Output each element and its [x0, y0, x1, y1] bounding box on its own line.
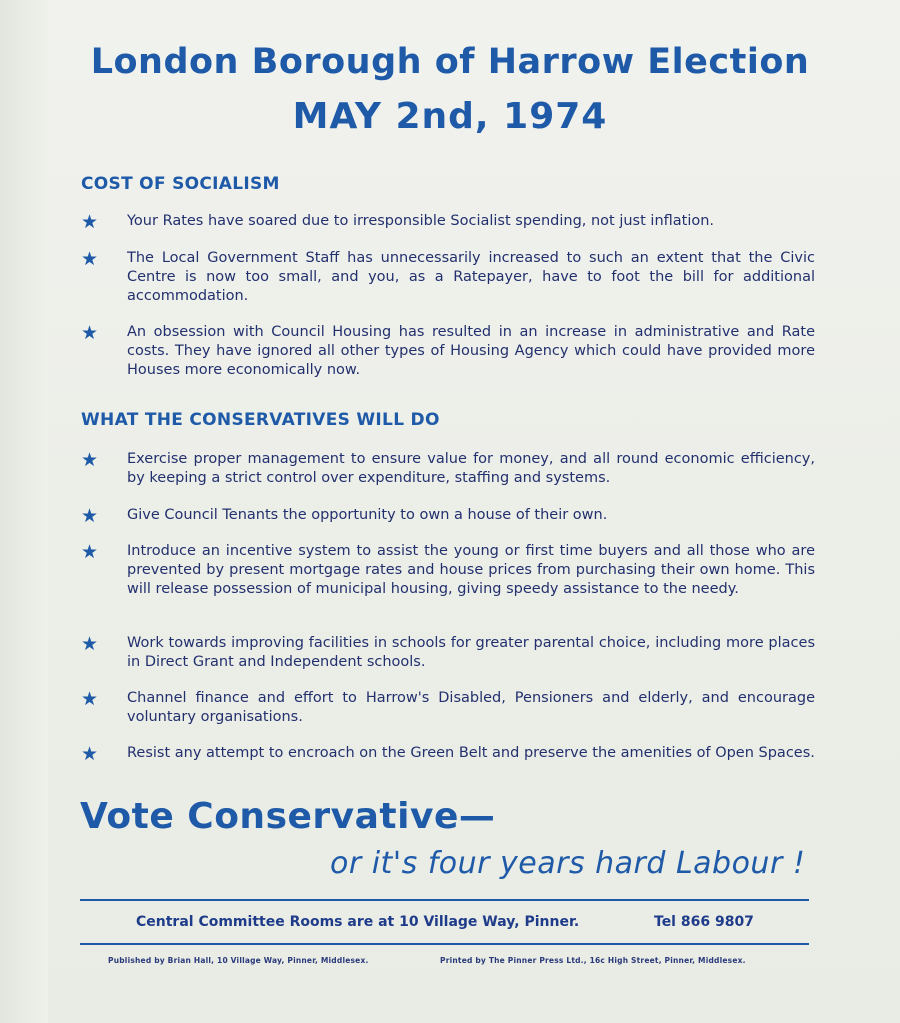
- list-item-text: The Local Government Staff has unnecessarily increased to such an extent that the Civic Centre is now too small, and you, as a Ratepayer, have to foot the bill for additional accommodation.: [127, 250, 815, 304]
- list-item-text: Give Council Tenants the opportunity to own a house of their own.: [127, 507, 608, 523]
- committee-address: Central Committee Rooms are at 10 Village Way, Pinner.: [136, 914, 580, 930]
- telephone-number: Tel 866 9807: [654, 914, 754, 930]
- star-bullet-icon: ★: [81, 449, 99, 471]
- star-bullet-icon: ★: [81, 248, 99, 270]
- list-item-text: Work towards improving facilities in schools for greater parental choice, including more places in Direct Grant and Independent schools.: [127, 635, 815, 670]
- list-item-text: Resist any attempt to encroach on the Green Belt and preserve the amenities of Open Spaces.: [127, 745, 815, 761]
- publisher-imprint: Published by Brian Hall, 10 Village Way, Pinner, Middlesex.: [108, 956, 369, 965]
- section-heading-conservatives-will-do: WHAT THE CONSERVATIVES WILL DO: [81, 410, 440, 430]
- list-item-text: An obsession with Council Housing has resulted in an increase in administrative and Rate costs. They have ignored all other types of Housing Agency which could have provided more Houses more economically now.: [127, 324, 815, 378]
- election-title: London Borough of Harrow Election: [90, 42, 810, 82]
- vote-slogan: Vote Conservative—: [80, 796, 496, 837]
- list-item-text: Introduce an incentive system to assist the young or first time buyers and all those who are prevented by present mortgage rates and house prices from purchasing their own home. This will release possession of municipal housing, giving speedy assistance to the needy.: [127, 543, 815, 597]
- star-bullet-icon: ★: [81, 633, 99, 655]
- footer-rule-bottom: [80, 943, 809, 945]
- printer-imprint: Printed by The Pinner Press Ltd., 16c High Street, Pinner, Middlesex.: [440, 956, 746, 965]
- paper-edge: [0, 0, 48, 1023]
- star-bullet-icon: ★: [81, 688, 99, 710]
- footer-rule-top: [80, 899, 809, 901]
- star-bullet-icon: ★: [81, 505, 99, 527]
- list-item-text: Your Rates have soared due to irresponsible Socialist spending, not just inflation.: [127, 213, 715, 229]
- election-date: MAY 2nd, 1974: [292, 96, 608, 137]
- slogan-tagline: or it's four years hard Labour !: [330, 846, 806, 881]
- list-item-text: Channel finance and effort to Harrow's Disabled, Pensioners and elderly, and encourage voluntary organisations.: [127, 690, 815, 725]
- star-bullet-icon: ★: [81, 743, 99, 765]
- section-heading-cost-of-socialism: COST OF SOCIALISM: [81, 174, 280, 194]
- star-bullet-icon: ★: [81, 541, 99, 563]
- star-bullet-icon: ★: [81, 211, 99, 233]
- list-item-text: Exercise proper management to ensure value for money, and all round economic efficiency, by keeping a strict control over expenditure, staffing and systems.: [127, 451, 815, 486]
- star-bullet-icon: ★: [81, 322, 99, 344]
